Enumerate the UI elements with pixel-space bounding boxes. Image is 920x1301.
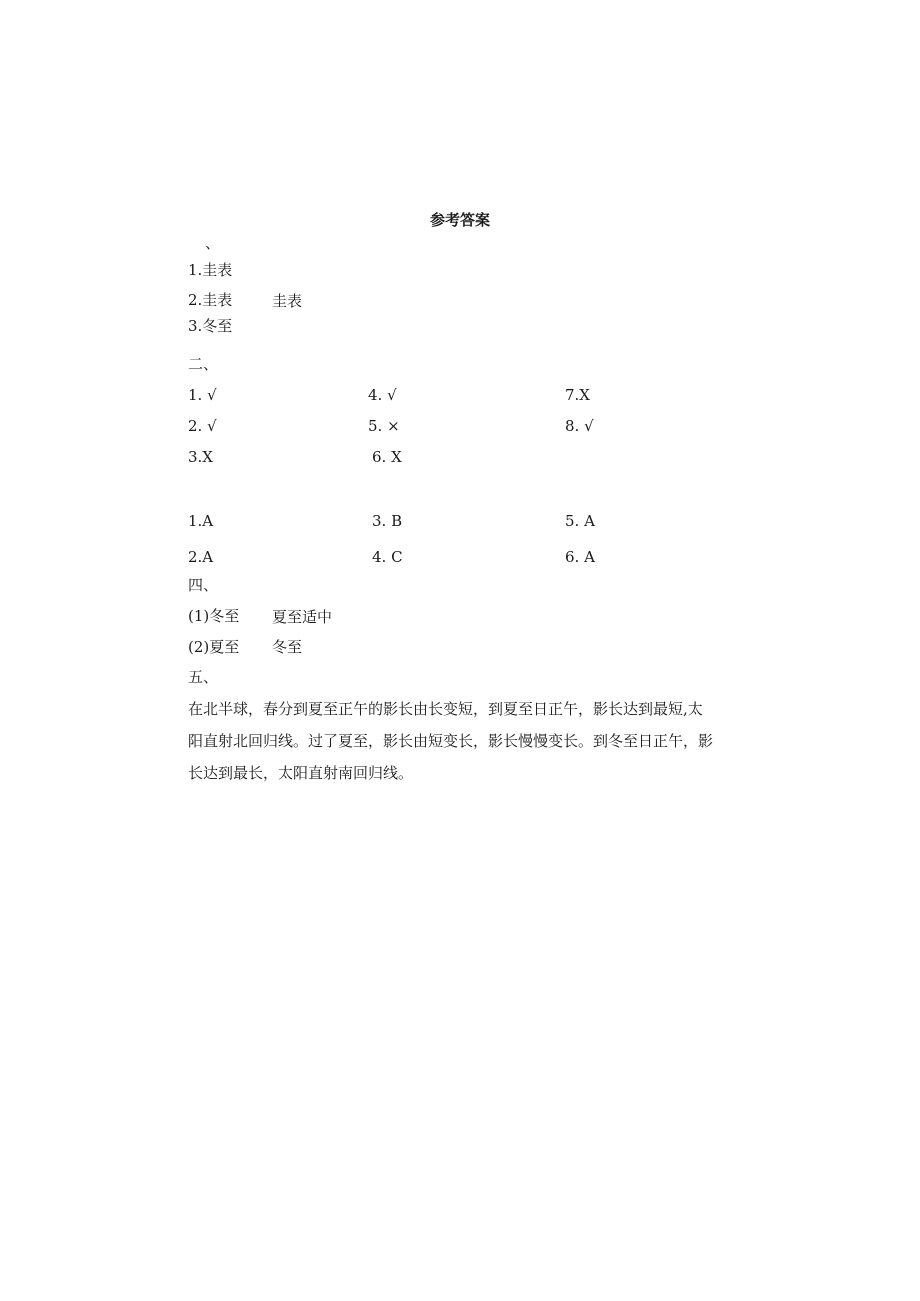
- paragraph-line-1: 在北半球，春分到夏至正午的影长由长变短，到夏至日正午，影长达到最短,太: [188, 700, 703, 718]
- section-1-mark: 、: [205, 234, 221, 252]
- answer-2-6: 6. X: [372, 448, 402, 466]
- answer-3-4: 4. C: [372, 548, 403, 566]
- paragraph-line-3: 长达到最长，太阳直射南回归线。: [188, 764, 414, 782]
- answer-4-2a: (2)夏至: [188, 638, 240, 656]
- answer-4-2b: 冬至: [272, 638, 303, 656]
- answer-2-1: 1. √: [188, 386, 217, 404]
- answer-3-3: 3. B: [372, 512, 403, 530]
- answer-3-2: 2.A: [188, 548, 214, 566]
- section-2-heading: 二、: [188, 355, 219, 373]
- answer-2-3: 3.X: [188, 448, 213, 466]
- answer-1-2b: 圭表: [272, 292, 303, 310]
- answer-1-3: 3.冬至: [188, 317, 233, 335]
- answer-3-6: 6. A: [565, 548, 595, 566]
- answer-2-4: 4. √: [368, 386, 397, 404]
- answer-1-2a: 2.圭表: [188, 291, 233, 309]
- section-5-heading: 五、: [188, 668, 219, 686]
- answer-4-1b: 夏至适中: [272, 608, 333, 626]
- answer-2-5: 5. ×: [368, 417, 400, 435]
- paragraph-line-2: 阳直射北回归线。过了夏至，影长由短变长，影长慢慢变长。到冬至日正午，影: [188, 732, 714, 750]
- answer-2-2: 2. √: [188, 417, 217, 435]
- answer-4-1a: (1)冬至: [188, 607, 240, 625]
- answer-3-5: 5. A: [565, 512, 595, 530]
- answer-2-7: 7.X: [565, 386, 590, 404]
- answer-1-1: 1.圭表: [188, 261, 233, 279]
- answer-2-8: 8. √: [565, 417, 594, 435]
- section-5-paragraph: [188, 693, 728, 789]
- page-title: 参考答案: [429, 211, 490, 229]
- answer-3-1: 1.A: [188, 512, 214, 530]
- section-4-heading: 四、: [188, 576, 219, 594]
